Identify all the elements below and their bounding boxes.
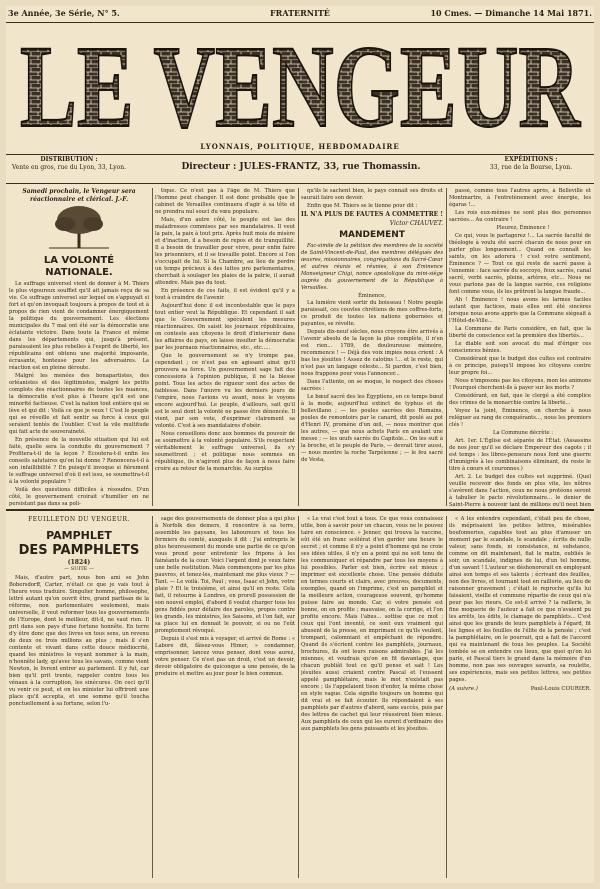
col1-headline: LA VOLONTÉ NATIONALE. <box>43 255 115 278</box>
feuilleton-suite: — SUITE — <box>64 566 94 572</box>
col4-paragraph: Art. 1er. L'Église est séparée de l'État. (Assassins de nos jour qu'il se déclare Empereur des cagots ; il est temps : les libres-penseurs nous font une guerre d'immigrés à les combinaisons éliminant, du reste le titre à cœurs et couronnes.) <box>449 438 591 472</box>
column-4 <box>449 188 591 506</box>
feuilleton-paragraph: Mais, d'autre part, nous bon ami se John Bobersdorff, Carter, n'était ce que je vais tout à l'heure vous traduire. Singulier homme, philosophe, lettré autant qu'on ouvrit être, grand partisan de la réforme, non parlementaire seulement, mais universelle, il veut reformer tous les gouvernements de l'Europe, dont le meilleur, dit-il, ne vaut rien. Il prit dans son pays d'une fortune honnête. En terre d'y être donc que des livres en tous sens, un revenu de deux ou trois millions au plus ; mais il s'en contente et vivant dans cette douce médiocrité, quand les ministres le voyant nommer à la main, n'honnête lady, qu'avec tous les savans, comme vient Newton, le livrent entrer au parlement. Il y fut, car bien qu'il prit trente, rappeler contre tous les vénaux à la corruption, les sinécures. On ceci qu'il vu venir ce peut, et on les minister lui offriront une place qu'il accepta, et une somme qu'il toucha ponctuellement à sa fortune, selon l'u- <box>9 575 149 707</box>
distribution-box <box>10 156 128 172</box>
issue-number: 3e Année, 3e Série, N° 5. <box>8 8 120 18</box>
feuilleton-paragraph: sage des gouvernements de donner plus à qui plus à Norfolk des demers, il rencontre à sa terre, assemble les paysans, les laboureurs et tous les fermiers du comté, auxquels il dit : J'ai entrepris le plus heureusement du monde une partie de ce qu'on vous prend pour entretenir les fripons à les fainéants de la cour. Voici l'argent dont je veux faire une belle restitution. Mais commençons par les plus pauvres, et tenez-les, maintenant me plus vieux ? — Tant. — Le voilà. Toi, Paul ; vous, Isaac et John, votre plaie ? Et le troisième, et ainsi qu'il en reste. Cela fait, il retourne à Londres, en proroll possession de son nouvel emploi, d'abord il voulut charger tous les gens fiddés pour défaire des paroles, propos contre les grands, les ministres, les Saisons, et l'on fait, sur sa place lui en donnait le pouvoir, si ou ne l'eût promptement révoqué. <box>155 516 295 634</box>
col4-paragraph: Considérant, en fait, que le clergé a été complice des crimes de la monarchie contre la liberté... <box>449 393 591 406</box>
col4-paragraph: Le diable soit son avocat du mal d'ériger ces consciences bénies. <box>449 341 591 354</box>
motto: FRATERNITÉ <box>270 8 330 18</box>
col4-paragraph: Pleurez, Éminence ! <box>496 225 550 231</box>
column-divider <box>446 516 447 878</box>
feuilleton-author: Paul-Louis COURIER. <box>530 686 591 692</box>
newspaper-page <box>6 6 594 883</box>
expeditions-text: 33, rue de la Bourse, Lyon. <box>489 164 573 171</box>
col4-paragraph: Ah ! Éminence ! nous avons les larmes faciles autant que factices, mais elles ont été sincères lorsque nous avons appris que la Commune siégeait à l'Hôtel-de-Ville... <box>449 297 591 324</box>
masthead <box>6 28 594 140</box>
top-rule <box>6 22 594 23</box>
col3-quote: IL N'A PLUS DE FAUTES A COMMETTRE ! <box>301 211 443 218</box>
col2-paragraph: Nous conseillons donc aux hommes du pouvoir de se soumettre à la volonté populaire. S'ils respectent véritablement le suffrage universel, ils s'y soumettront ; et politique nous sommes en république, ils n'agiront plus de façon à nous faire croire au retour de la monarchie. Au surplus <box>155 431 295 472</box>
col1-intro: Samedi prochain, le Vengeur sera réactionnaire et clérical. J.-F. <box>22 188 136 203</box>
col1-paragraph: Voilà des questions difficiles à résoudre. D'un côté, le gouvernement croirait s'humilier en ne persistant pas dans sa poli- <box>9 487 149 506</box>
expeditions-title: EXPÉDITIONS : <box>504 156 558 163</box>
column-1 <box>9 188 149 506</box>
column-divider <box>152 188 153 506</box>
col3-signature: Victor CHAUVET. <box>389 220 443 227</box>
col2-paragraph: Aujourd'hui donc il est incontestable que le pays tout entier veut la République. Et cependant il sait que le Gouvernement spéculent les mesures réactionnaires. On saisit les journaux républicains, on conteste aux citoyens le droit d'intervenir dans les affaires du pays, on laisse insulter la démocratie par les journaux réactionnaires, etc., etc..... <box>155 303 295 351</box>
col4-paragraph: Considérant que le budget des cultes est contraire à ce principe, puisqu'il impose les citoyens contre leur propre foi... <box>449 356 591 376</box>
feuilleton-title-1: PAMPHLET <box>46 529 112 542</box>
col3-paragraph: Dans l'attente, on se moque, le respect des choses sacrées : <box>301 379 443 392</box>
column-2 <box>155 188 295 506</box>
feuilleton-column-2 <box>155 516 295 878</box>
info-bar <box>6 156 594 182</box>
feuilleton-column-1 <box>9 516 149 878</box>
col2-paragraph: tique. Ce n'est pas à l'âge de M. Thiers que l'homme peut changer. Il est donc probable que le cabinet de Versailles continuera d'agir à sa tête et ne prendra nul souci du vœu populaire. <box>155 188 295 215</box>
feuilleton-paragraph: « Le vrai c'est tout à tous. Ce que vous connaissez utile, bon à savoir pour un chacun, vous ne le pouvez taire en conscience. » Jenner, qui trouva la vaccine, eût été un franc scélérat d'en garder une heure le secret ; et comme il n'y a point d'homme qui ne croie ses idées utiles, il n'y en a point qui ne soit tenu de les communiquer et répandre par tous les moyens à lui possibles. Parler est bien, écrire est mieux ; imprimer est excellente chose. Une pensée déduite en termes courts et clairs, avec preuves, documents, exemples, quand on l'imprime, c'est un pamphlet et la meilleure action, courageuse souvent, qu'homme puisse faire au monde. Car, si votre pensée est bonne, on en profite ; mauvaise, on la corrige, et l'on profite encore. Mais l'abus... sottise que ce mot : ceux qui l'ont inventé, ce sont eux vraiment qui abusent de la presse, en imprimant ce qu'ils veulent, trompant, calomniant et empêchant de répondre. Quand ils s'écrient contre les pamphlets, journaux, brochures, ils ont leurs raisons admirables. J'ai les miennes, et voudrais qu'on en fit davantage, que chacun publiât tout ce qu'il pense et sait ! Les jésuites aussi criaient contre Pascal et l'eussent appelé pamphlétaire, mais le mot n'existait pas encore ; ils l'appelaient tison d'enfer, la même chose en style vague. Cela signifie toujours un homme qui dit vrai et se fait écouter. Ils répondaient à ses pamphlets par d'autres d'abord, sans succès, puis par des lettres de cachet qui leur réussirent bien mieux. Aux pamphlets de ceux qui les eurent d'ordinaire des aux pamphlets les gens puissants et les jésuites. <box>301 516 443 732</box>
feuilleton-paragraph: « A les entendre cependant, c'était peu de chose, ils méprisaient les petites lettres, misérables boufonneries, capables tout au plus d'amuser un moment par le scandale, le scandale ; écrits de nulle valeur, sans fonds, ni consistance, ni substance, comme on dit maintenant, fiat le matin, oubliés le soir, un scandale, indignes de lui, d'un tel homme, d'un savant ! L'auteur se déshonorerait en employant ainsi son temps et ses talents ; écrivant des feuilles, non des livres, et tournant tout en raillerie, au lieu de raisonner gravement ; c'était le reproche qu'ils lui faisaient, vieille et commune répartie de ceux qui n'a peur pas les rieurs. Ce est-il arrivé ? la raillerie, le fine moquerie de l'auteur a fait ce que n'avaient pu les arrêts, les édits, le clamage de pamphlets... C'est ainsi que les grands de leurs pamphlets à l'égard, fit les lignes et les feuilles de l'élite de la pensée ; c'est la pamphlétaire, on le pourrait, qui a fait de l'accord qui va maintenant de tous les peuples. La Société tombée se en entendre ces lieux, que quoi qu'on lui parle, et Pascal tiers le grand dans la mémoire d'un homme, non pas ses ouvrages savants, sa roulette, ses expériences, mais ses petites lettres, ses petites pages. <box>449 516 591 683</box>
col4-paragraph: passé, comme tous l'autres après, à Belleville et Montmartre, à l'entretènement avec énergie, les égaras !... <box>449 188 591 208</box>
column-divider <box>298 188 299 506</box>
expeditions-box <box>472 156 590 172</box>
feuilleton-title-2: DES PAMPHLETS <box>18 543 140 558</box>
issue-date: 10 Cmes. — Dimanche 14 Mai 1871. <box>430 8 592 18</box>
column-divider <box>446 188 447 506</box>
col3-intro: Fac-simile de la pétition des membres de la société de Saint-Vincent-de-Paul, des membres délégués des œuvres, missionnaires, congrégations du Sacré-Cœur et autres réunis et réunies, à son Éminence Monseigneur Chigi, nonce apostolique du mini-siège auprès du gouvernement de la République à Versailles. <box>301 243 443 291</box>
info-rule-top <box>6 154 594 155</box>
feuilleton-continued <box>449 686 591 693</box>
col4-paragraph: Ce qui, vous le partagerez !... La sacrée faculté de théologie à voulu été sacré chacun de nous pour en parler plus longuement... Quand on connaît les saints, on les adorera ! c'est votre sentiment, Éminence ? — Tout ce qui reste de sacré passe à l'ennemie : face sacrée du soccoyo, feux sacrés, canal sacré, verbi sacrés, pleins, artères, etc... Nous ne vous parlons pas de la langue sacrée, ces religions font comme vous, ils les prêtrent la langue fraude... <box>449 233 591 295</box>
top-line <box>6 6 594 20</box>
feuilleton-paragraph: Depuis il s'est mis à voyager, et arrivé de Rome : « Labore dit, fâisez-vous Himer, » condamner, emprisonner, lancez vous penser, dont vous aurez, votre penser. Ce n'est pas un droit, c'est un devoir, devoir obligatoire de quiconque a une pensée, de la produire et mettre au jour pour le bien commun. <box>155 636 295 677</box>
feuilleton-label: FEUILLETON DU VENGEUR. <box>28 516 130 523</box>
col4-paragraph: La Commune décrète : <box>493 430 553 436</box>
info-rule-bottom <box>6 183 594 184</box>
col1-paragraph: En présence de la nouvelle situation qui lui est faite, quelle sera la conduite du gouvernement ? Profitera-t-il de la leçon ? Écoutera-t-il enfin les conseils salutaires qu'on lui donne ? Renoncera-t-il à son infaillibilité ? En puisqu'il invoque si fièrement le suffrage universel d'où il est issu, se soumettra-t-il à la volonté populaire ? <box>9 437 149 485</box>
masthead-subtitle: LYONNAIS, POLITIQUE, HEBDOMADAIRE <box>200 142 400 151</box>
feuilleton-rule <box>6 509 594 511</box>
masthead-stone-letters <box>6 28 594 140</box>
column-3 <box>301 188 443 506</box>
col4-paragraph: La Commune de Paris considère, en fait, que la liberté de conscience est la première des libertés... <box>449 326 591 339</box>
masthead-title: LE VENGEUR <box>20 28 582 140</box>
col4-paragraph: Nous n'imposons pas les citoyens, mon les animons ! Pourquoi cherchent-ils à payer sur les morts ? <box>449 378 591 391</box>
column-divider <box>298 516 299 878</box>
distribution-text: Vente en gros, rue du Lyon, 33, Lyon. <box>11 164 127 171</box>
col3-paragraph: Enfin que M. Thiers se le tienne pour dit : <box>307 203 418 209</box>
col2-paragraph: En présence de ces faits, il est évident qu'il y a tout à craindre de l'avenir. <box>155 288 295 301</box>
feuilleton-year: (1824) <box>67 559 91 566</box>
col3-headline: MANDEMENT <box>339 230 405 240</box>
col4-paragraph: Les rois eux-mêmes ne sont plus des personnes sacrées... Au contraire ! <box>449 210 591 223</box>
liberty-tree-engraving <box>9 204 149 252</box>
col3-paragraph: Depuis dix-neuf siècles, nous croyons être arrivés à l'avenir absolu de la façon la plus complète, il n'en est rien... 1789, de douloureuse mémoire, recommence ! — Déjà des voix impies nous crient : À bas les jésuites ! Assez de calotins !... et le reste, qui n'est pas un langage céleste... Si pardon, c'est bien, nous frappons pour vous l'annoncer... <box>301 329 443 377</box>
col1-paragraph: Le suffrage universel vient de donner à M. Thiers le plus vigoureux souffiet qu'il ait jamais reçu de sa vie. Ce suffrage universel sur lequel on s'appuyait si fort et qu'on invoquait toujours à propos de tout et à propos de rien vient de condamner énergiquement la politique du gouvernement. Les élections municipales du 7 mai ont été sur la démocratie une éclatante victoire. Dans toute la France et même dans les départements qui, jusqu'à présent, paraissaient les plus rebelles à l'esprit de liberté, les républicains ont obtenu une majorité imposante, écrasante, honteuse pour les adversaires. La réaction est en pleine déroute. <box>9 281 149 371</box>
col3-paragraph: qu'ils le sachent bien, le pays connaît ses droits et saurait faire son devoir. <box>301 188 443 201</box>
col2-paragraph: Mais, d'un autre côté, le peuple est las des maladresses commises par ses mandataires. Il veut la paix, la paix à tout prix. Après huit mois de misère et d'inaction, il a besoin de repos et de tranquillité. Il a besoin de travailler pour vivre, pour enfin faire les prisonniers, et il se travaille point. Encore si l'on s'occupait de lui. Si la Chambre, au lieu de perdre un temps précieux à des luttes pro parlementaires, cherchait à soulager les plaies de la patrie, il aurait attendre. Mais pas du tout. <box>155 217 295 286</box>
feuilleton-column-4 <box>449 516 591 878</box>
col4-paragraph: Voyez la joint, Éminence, on cherche à nous reléguer au rang de conquérants..., nous les premiers clés ! <box>449 408 591 428</box>
column-divider <box>152 516 153 878</box>
director-line: Directeur : JULES-FRANTZ, 33, rue Thomassin. <box>181 162 421 172</box>
feuilleton-column-3 <box>301 516 443 878</box>
col4-paragraph: Art. 2. Le budget des cultes est supprimé. (Quel veuille recevoir des fonds on plus vite, les nôtres s'avèrent dans l'action, ceux ne nous protéons seront à tabulier le pacte révolutionnaire... le denier de Saint-Pierre à pouvoir tant de millions qu'il peut bien <box>449 474 591 506</box>
col3-salutation: Éminence, <box>358 293 386 299</box>
col3-paragraph: La lumière vient sortir du boisseau ! Notre peuple paraissait, ces couvles chrétiens de mes coffres-forts, ce produit de toutes les nations gobernées et payantes, se révolte. <box>301 300 443 327</box>
col3-paragraph: Le bœuf sacré des les Égyptiens, en ce temps bœuf à la mode, aujourd'hui extinct de typhus et de bellevillano ; — les poules sacrées des Romains, poules de remontoirs par le canard, dit poulé au pot d'Henri IV, promène d'un œil, — nous montrer que les autres, — que nous achets Paris en avalant une messe ; — les œufs sacrés du Capitole... On les suit à la broche, et le peuple de Paris, — devrait tirer aussi, — nous montre la roche Tarpéienne ; — le feu sacré de Vesta, <box>301 394 443 463</box>
col1-paragraph: Malgré les menées des bonapartistes, des orléanistes et des légitimistes, malgré les petits complots des réactionnaires de toutes les nuances, la démocratie n'est plus à l'heure qu'il est une minorité factieuse. C'est la nation tout entière qui se lève et qui dit : Voilà ce que je veux ! C'est le peuple qui se réveille et fait sentir sa force à ceux qui seraient tentés de l'oublier. C'est la vile multitude qui fait acte de souveraineté. <box>9 373 149 435</box>
continued-note: (A suivre.) <box>449 686 478 692</box>
distribution-title: DISTRIBUTION : <box>40 156 98 163</box>
col2-paragraph: Que le gouvernement se n'y trompe pas, cependant ; ce n'est pas en agissant ainsi qu'il prouvera sa force. Un gouvernement sage fait des concessions à l'opinion publique, il ne la blesse point. Tous les actes de rigueur sont des actes de faiblesse. Dans l'œuvre vu les derniers jours de l'empire, nous l'avions vu avant, nous le voyons encore aujourd'hui. Le peuple, d'ailleurs, sait qu'il est le seul dont la volonté ne passe être dénoncée. Il vient, par son vote, d'exprimer clairement sa volonté. C'est à ses mandataires d'obéir. <box>155 353 295 429</box>
